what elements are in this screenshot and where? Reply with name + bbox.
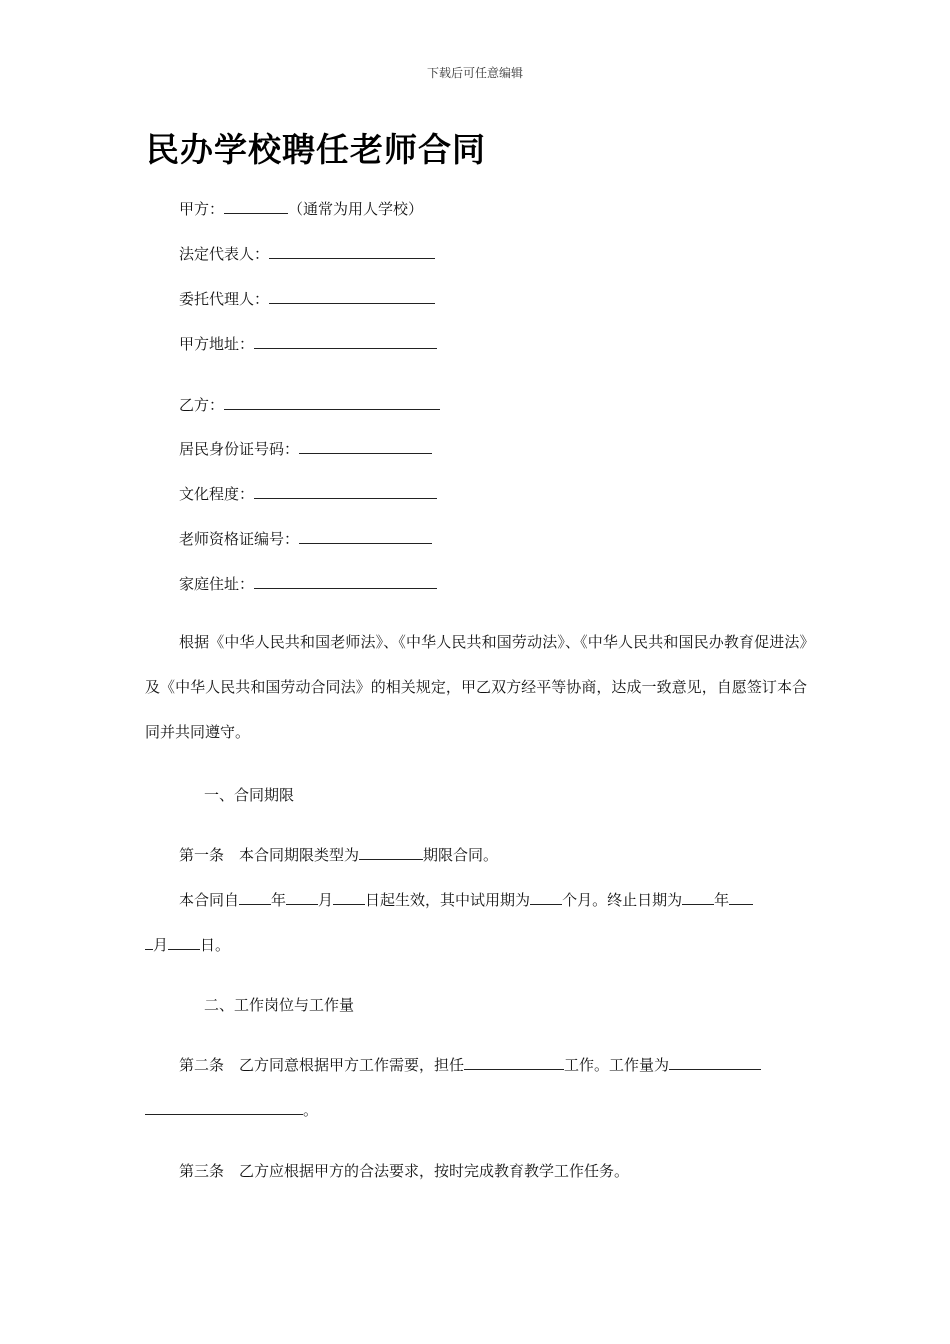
term-blank-start-year [239,890,271,905]
article-2-workload-blank-b [145,1100,303,1115]
preamble-paragraph: 根据《中华人民共和国老师法》、《中华人民共和国劳动法》、《中华人民共和国民办教育促进法》及《中华人民共和国劳动合同法》的相关规定，甲乙双方经平等协商，达成一致意见，自愿签订本合同并共同遵守。 [145,633,807,741]
term-text-4: 日起生效，其中试用期为 [365,891,531,909]
section-2-heading: 二、工作岗位与工作量 [204,996,355,1014]
party-a-name-label: 甲方： [179,200,225,218]
section-1-heading: 一、合同期限 [204,786,295,804]
party-b-education-line [179,483,437,505]
term-text-6: 年 [714,891,730,909]
party-b-cert-line [179,528,432,550]
party-b-cert-blank [299,529,432,544]
party-b-education-label: 文化程度： [179,485,255,503]
term-text-7: 月 [153,936,169,954]
party-a-name-note: （通常为用人学校） [288,200,424,218]
party-a-name-blank [224,199,288,214]
party-b-name-blank [224,395,440,410]
party-a-rep-label: 法定代表人： [179,245,270,263]
party-a-agent-line [179,288,435,310]
term-blank-end-year [682,890,714,905]
article-2-text-b: 工作。工作量为 [564,1056,670,1074]
term-blank-end-month-a [729,890,753,905]
term-text-2: 年 [271,891,287,909]
term-blank-start-month [286,890,318,905]
article-2-position-blank [464,1055,564,1070]
article-2-line-2 [145,1099,318,1121]
term-blank-probation [530,890,562,905]
header-note: 下载后可任意编辑 [426,66,523,80]
term-blank-end-day [168,935,200,950]
party-b-name-line [179,394,440,416]
party-b-id-blank [299,439,432,454]
party-b-home-blank [254,574,437,589]
party-b-id-line [179,438,432,460]
party-a-rep-blank [269,244,435,259]
party-a-agent-label: 委托代理人： [179,290,270,308]
article-3-line: 第三条 乙方应根据甲方的合法要求，按时完成教育教学工作任务。 [179,1162,630,1180]
party-a-address-label: 甲方地址： [179,335,255,353]
article-2-text-c: 。 [303,1101,319,1119]
article-1-text-b: 期限合同。 [423,846,499,864]
party-b-home-label: 家庭住址： [179,575,255,593]
party-a-name-line [179,198,423,220]
party-a-rep-line [179,243,435,265]
party-b-cert-label: 老师资格证编号： [179,530,300,548]
article-1-text-a: 第一条 本合同期限类型为 [179,846,360,864]
term-text-5: 个月。终止日期为 [562,891,683,909]
term-text-1: 本合同自 [179,891,240,909]
article-1-blank [359,845,423,860]
term-line-2 [145,934,230,956]
party-b-id-label: 居民身份证号码： [179,440,300,458]
term-text-8: 日。 [200,936,231,954]
article-1-line [179,844,498,866]
document-title: 民办学校聘任老师合同 [146,130,486,169]
party-b-education-blank [254,484,437,499]
party-a-address-blank [254,334,437,349]
article-2-workload-blank-a [669,1055,761,1070]
term-text-3: 月 [318,891,334,909]
article-2-text-a: 第二条 乙方同意根据甲方工作需要，担任 [179,1056,465,1074]
term-blank-end-month-b [145,935,153,950]
term-line-1 [179,889,753,911]
party-b-home-line [179,573,437,595]
party-a-agent-blank [269,289,435,304]
article-2-line-1 [179,1054,761,1076]
term-blank-start-day [333,890,365,905]
party-b-name-label: 乙方： [179,396,225,414]
party-a-address-line [179,333,437,355]
